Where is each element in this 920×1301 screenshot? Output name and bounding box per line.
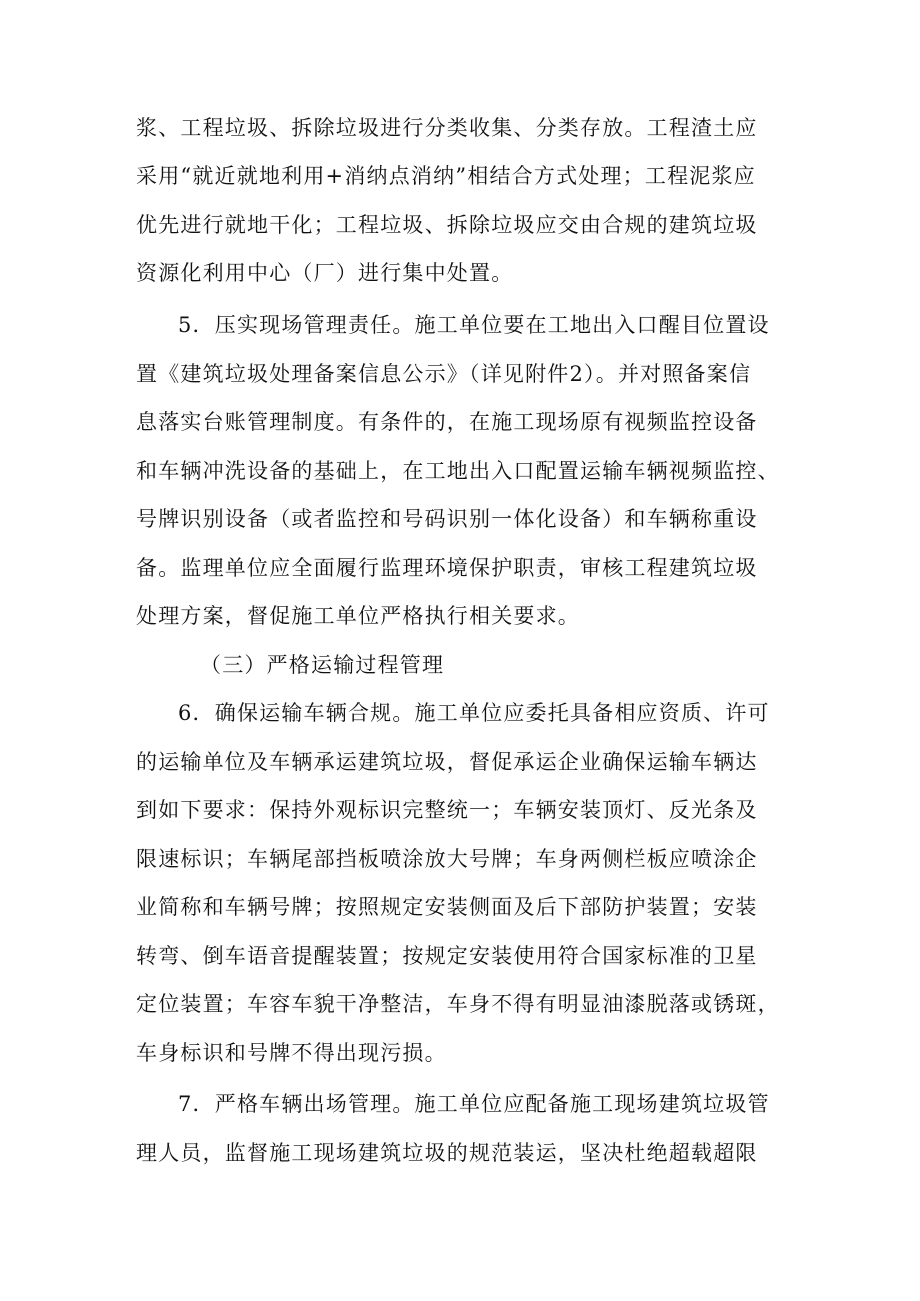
text-line: 转弯、倒车语音提醒装置；按规定安装使用符合国家标准的卫星 xyxy=(136,944,758,968)
paragraph-7-start: 7．严格车辆出场管理。施工单位应配备施工现场建筑垃圾管 xyxy=(178,1092,770,1116)
paragraph-6-start: 6．确保运输车辆合规。施工单位应委托具备相应资质、许可 xyxy=(178,701,770,725)
text-line: 采用“就近就地利用+消纳点消纳”相结合方式处理；工程泥浆应 xyxy=(136,164,756,188)
text-line: 和车辆冲洗设备的基础上，在工地出入口配置运输车辆视频监控、 xyxy=(136,459,780,483)
text-line: 限速标识；车辆尾部挡板喷涂放大号牌；车身两侧栏板应喷涂企 xyxy=(136,847,758,871)
text-line: 车身标识和号牌不得出现污损。 xyxy=(136,1041,447,1065)
text-line: 置《建筑垃圾处理备案信息公示》（详见附件2）。并对照备案信 xyxy=(136,362,752,386)
text-line: 的运输单位及车辆承运建筑垃圾，督促承运企业确保运输车辆达 xyxy=(136,750,758,774)
paragraph-5-start: 5．压实现场管理责任。施工单位要在工地出入口醒目位置设 xyxy=(178,313,770,337)
text-line: 资源化利用中心（厂）进行集中处置。 xyxy=(136,261,514,285)
text-line: 业简称和车辆号牌；按照规定安装侧面及后下部防护装置；安装 xyxy=(136,895,758,919)
section-heading: （三）严格运输过程管理 xyxy=(200,653,445,677)
text-line: 定位装置；车容车貌干净整洁，车身不得有明显油漆脱落或锈斑， xyxy=(136,992,780,1016)
text-line: 处理方案，督促施工单位严格执行相关要求。 xyxy=(136,604,580,628)
text-line: 优先进行就地干化；工程垃圾、拆除垃圾应交由合规的建筑垃圾 xyxy=(136,213,758,237)
text-line: 息落实台账管理制度。有条件的，在施工现场原有视频监控设备 xyxy=(136,410,758,434)
text-line: 备。监理单位应全面履行监理环境保护职责，审核工程建筑垃圾 xyxy=(136,556,758,580)
text-line: 号牌识别设备（或者监控和号码识别一体化设备）和车辆称重设 xyxy=(136,507,758,531)
text-line: 理人员，监督施工现场建筑垃圾的规范装运，坚决杜绝超载超限 xyxy=(136,1141,758,1165)
text-line: 到如下要求：保持外观标识完整统一；车辆安装顶灯、反光条及 xyxy=(136,798,758,822)
text-line: 浆、工程垃圾、拆除垃圾进行分类收集、分类存放。工程渣土应 xyxy=(136,116,758,140)
